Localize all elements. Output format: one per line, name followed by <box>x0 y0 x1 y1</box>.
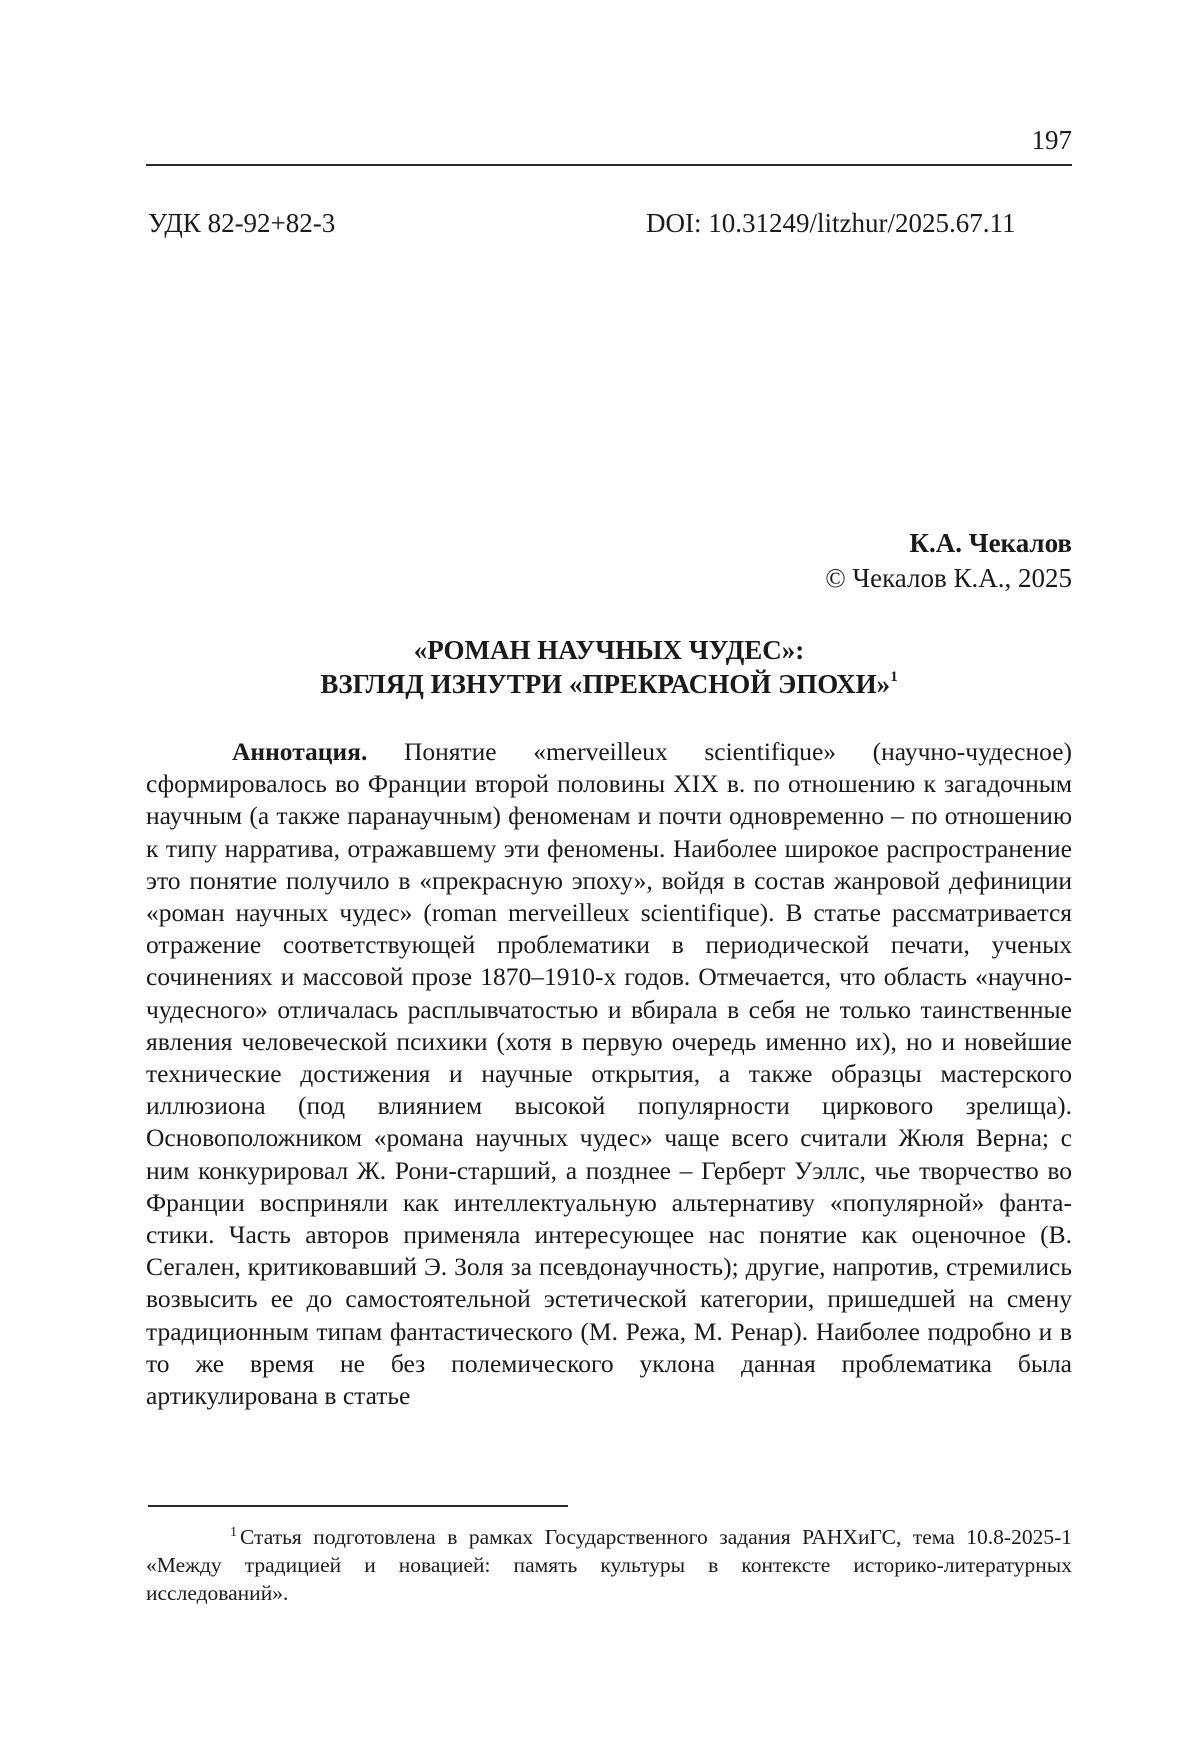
udk-code: УДК 82-92+82-3 <box>148 208 336 238</box>
title-footnote-mark: 1 <box>890 669 898 685</box>
copyright-line: © Чекалов К.А., 2025 <box>825 563 1072 593</box>
abstract-label: Аннотация. <box>232 737 368 766</box>
footnote-rule <box>148 1505 568 1507</box>
article-title <box>146 633 1072 701</box>
title-line-2: ВЗГЛЯД ИЗНУТРИ «ПРЕКРАСНОЙ ЭПОХИ» <box>320 669 891 699</box>
header-rule <box>146 164 1072 166</box>
author-block <box>146 526 1072 596</box>
footnote <box>146 1523 1072 1607</box>
footnote-number: 1 <box>230 1524 237 1540</box>
abstract <box>146 736 1072 1412</box>
title-line-2-wrap <box>146 667 1072 701</box>
author-name: К.А. Чекалов <box>909 528 1072 558</box>
abstract-text: Понятие «merveilleux scientifique» (научно-чудесное) сформировалось во Франции второй половины XIX в. по отношению к загадочным научным (а также паранаучным) феноменам и почти одновременно – по отношению к типу нарратива, отражавшему эти феномены. Наиболее широкое распространение это понятие получило в «прекрасную эпоху», войдя в состав жанровой дефиниции «роман научных чудес» (roman merveilleux scientifique). В статье рассматривается отражение соответствующей проблематики в периодической печати, ученых сочинениях и массовой прозе 1870–1910-х годов. Отмечается, что область «научно-чудесного» отличалась расплывчатостью и вбирала в себя не только таинственные явления человеческой психики (хотя в первую очередь именно их), но и новейшие технические достижения и научные открытия, а также образцы мастерского иллюзиона (под влиянием высокой популярности циркового зрелища). Основоположником «романа научных чудес» чаще всего считали Жюля Верна; с ним конкурировал Ж. Рони-старший, а позднее – Герберт Уэллс, чье творчество во Франции восприняли как интеллектуальную альтернативу «популярной» фантастики. Часть авторов применяла интересующее нас понятие как оценочное (В. Сегален, критиковавший Э. Золя за псевдонаучность); другие, напротив, стремились возвысить ее до самостоятельной эстетической категории, пришедшей на смену традиционным типам фантастического (М. Режа, М. Ренар). Наиболее подробно и в то же время не без полемического уклона данная проблематика была артикулирована в статье <box>146 737 1073 1411</box>
doi-identifier: DOI: 10.31249/litzhur/2025.67.11 <box>646 208 1016 238</box>
page-number: 197 <box>1031 125 1072 155</box>
footnote-text: Статья подготовлена в рамках Государственного задания РАНХиГС, тема 10.8-2025-1 «Между традицией и новацией: память культуры в контексте историко-литературных исследований». <box>146 1525 1072 1605</box>
title-line-1: «РОМАН НАУЧНЫХ ЧУДЕС»: <box>413 635 805 665</box>
